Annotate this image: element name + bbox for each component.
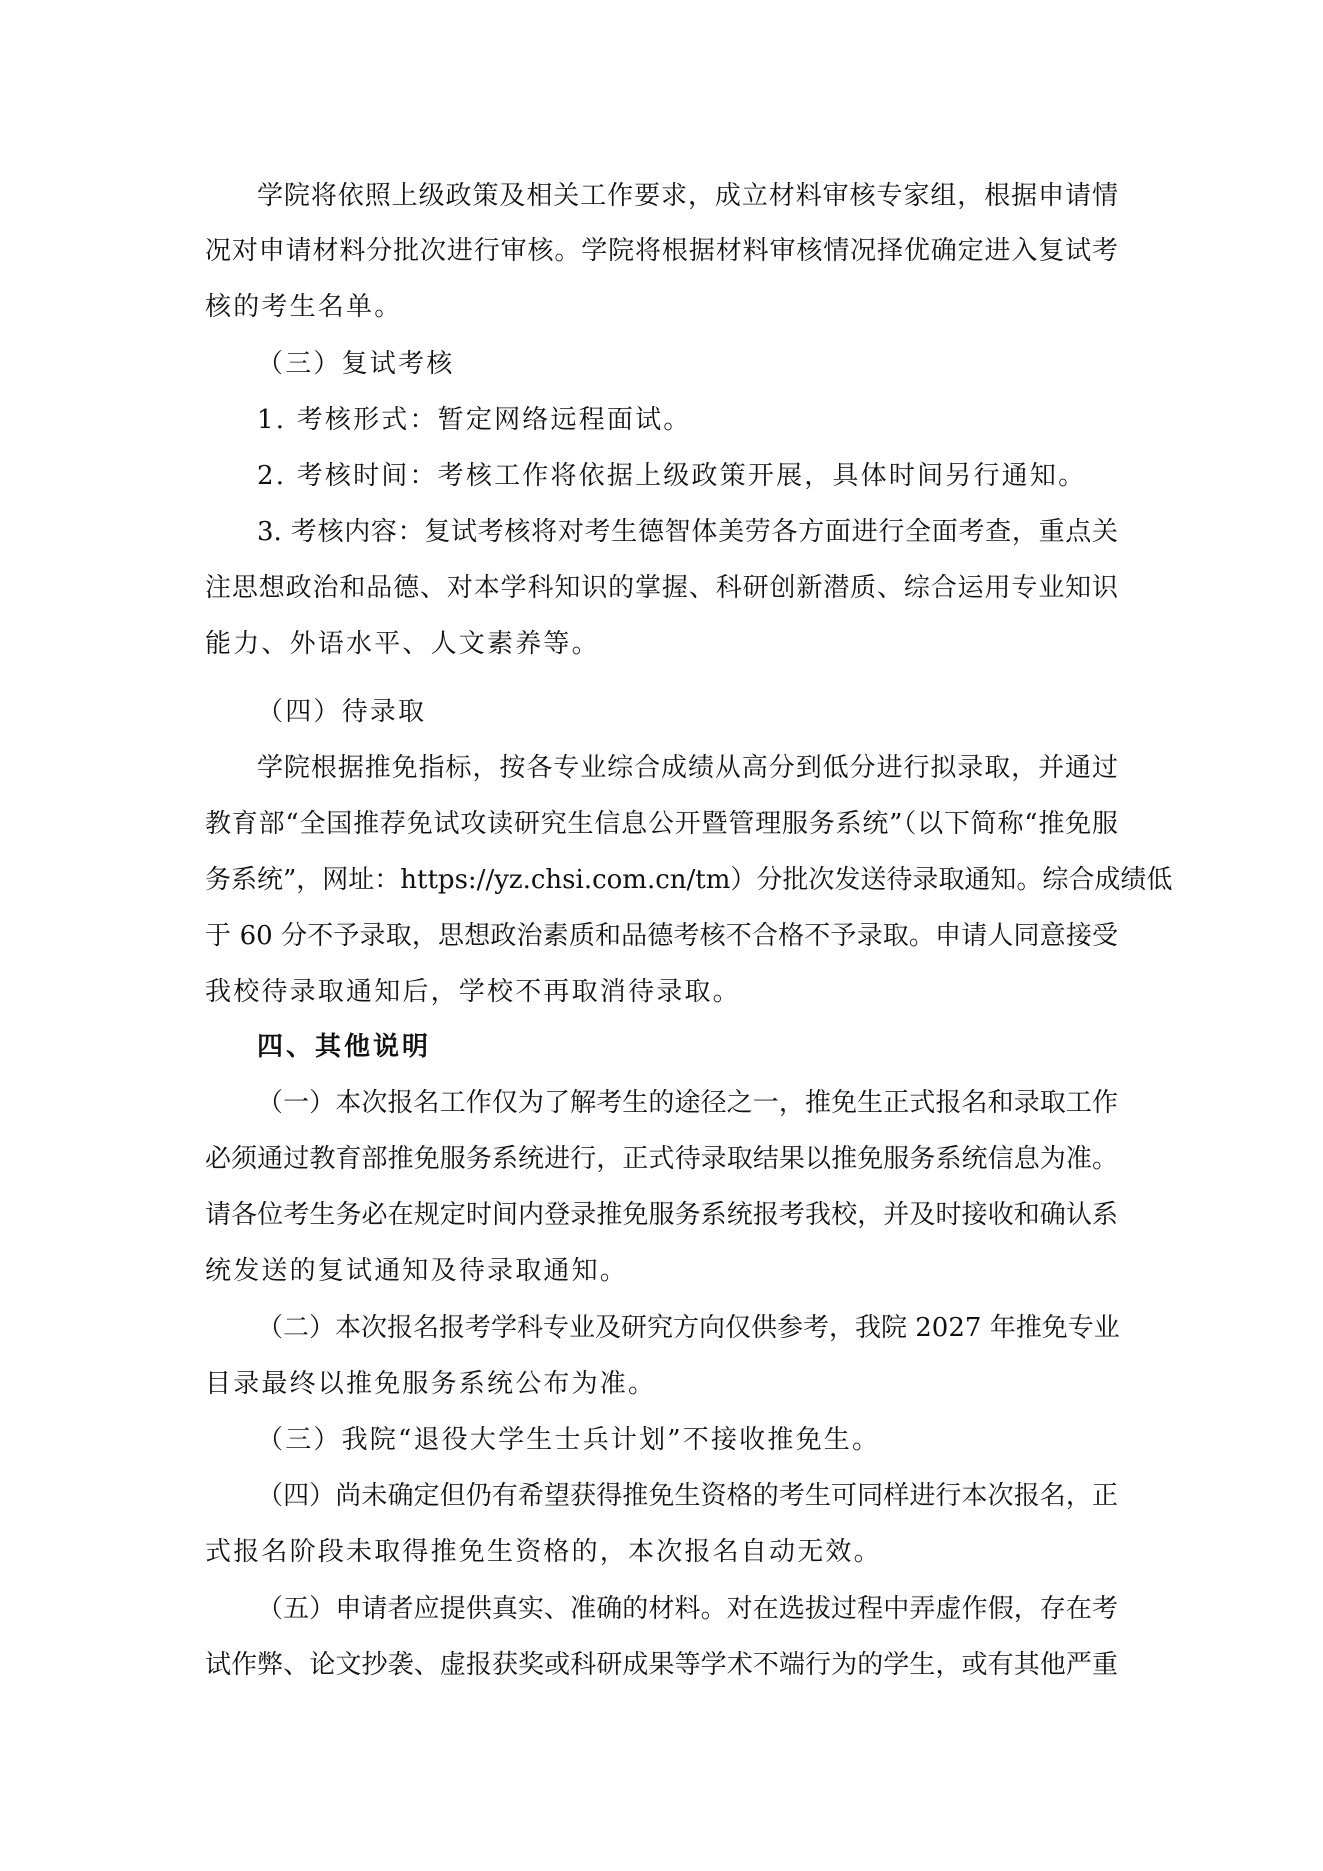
paragraph-line: 请各位考生务必在规定时间内登录推免服务系统报考我校，并及时接收和确认系 [205,1200,1118,1230]
paragraph-line: （五）申请者应提供真实、准确的材料。对在选拔过程中弄虚作假，存在考 [257,1594,1118,1624]
paragraph-line: 式报名阶段未取得推免生资格的，本次报名自动无效。 [205,1537,882,1567]
section-heading: （三）复试考核 [257,349,455,379]
paragraph-line: 必须通过教育部推免服务系统进行，正式待录取结果以推免服务系统信息为准。 [205,1144,1118,1174]
paragraph-line: 目录最终以推免服务系统公布为准。 [205,1369,657,1399]
paragraph-line: （四）尚未确定但仍有希望获得推免生资格的考生可同样进行本次报名，正 [257,1481,1118,1511]
list-item: 1. 考核形式：暂定网络远程面试。 [257,405,692,435]
paragraph-line: 学院根据推免指标，按各专业综合成绩从高分到低分进行拟录取，并通过 [257,753,1118,783]
paragraph-line: 我校待录取通知后，学校不再取消待录取。 [205,977,741,1007]
paragraph-line: 能力、外语水平、人文素养等。 [205,629,600,659]
list-item: 3. 考核内容：复试考核将对考生德智体美劳各方面进行全面考查，重点关 [257,517,1118,547]
section-heading: （四）待录取 [257,697,427,727]
paragraph-line: 务系统”，网址：https://yz.chsi.com.cn/tm）分批次发送待录取通知。综合成绩低 [205,865,1173,895]
paragraph-line: 于 60 分不予录取，思想政治素质和品德考核不合格不予录取。申请人同意接受 [205,921,1118,951]
paragraph-line: 统发送的复试通知及待录取通知。 [205,1256,629,1286]
paragraph-line: （一）本次报名工作仅为了解考生的途径之一，推免生正式报名和录取工作 [257,1088,1118,1118]
paragraph-line: 试作弊、论文抄袭、虚报获奖或科研成果等学术不端行为的学生，或有其他严重 [205,1650,1118,1680]
paragraph-line: 教育部“全国推荐免试攻读研究生信息公开暨管理服务系统”（以下简称“推免服 [205,809,1118,839]
paragraph-line: （二）本次报名报考学科专业及研究方向仅供参考，我院 2027 年推免专业 [257,1313,1120,1343]
paragraph-line: （三）我院“退役大学生士兵计划”不接收推免生。 [257,1425,881,1455]
paragraph-line: 学院将依照上级政策及相关工作要求，成立材料审核专家组，根据申请情 [257,181,1118,211]
section-title: 四、其他说明 [257,1032,432,1062]
paragraph-line: 核的考生名单。 [205,292,403,322]
list-item: 2. 考核时间：考核工作将依据上级政策开展，具体时间另行通知。 [257,461,1087,491]
paragraph-line: 况对申请材料分批次进行审核。学院将根据材料审核情况择优确定进入复试考 [205,236,1118,266]
paragraph-line: 注思想政治和品德、对本学科知识的掌握、科研创新潜质、综合运用专业知识 [205,573,1118,603]
